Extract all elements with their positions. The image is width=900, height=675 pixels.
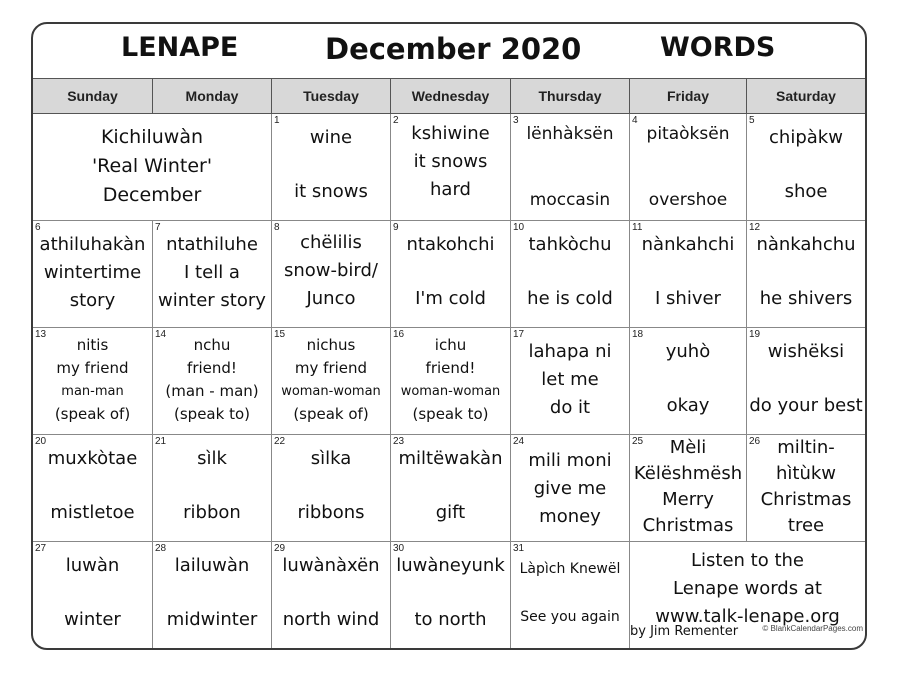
day-header-tuesday: Tuesday (272, 78, 391, 114)
day-number: 1 (274, 115, 280, 126)
lenape-word: ntathiluhe (166, 234, 258, 255)
english-meaning: do your best (749, 395, 863, 416)
day-cell (153, 435, 272, 542)
source-credit: © BlankCalendarPages.com (762, 624, 863, 633)
english-meaning: winter (64, 609, 121, 630)
day-cell (747, 221, 865, 328)
day-cell (747, 435, 865, 542)
lenape-word: luwàneyunk (396, 555, 505, 576)
day-cell (511, 221, 630, 328)
header-right-title: WORDS (660, 32, 776, 63)
english-meaning: money (539, 506, 601, 527)
english-meaning: mistletoe (50, 502, 135, 523)
calendar-grid (33, 78, 865, 648)
day-cell (630, 114, 747, 221)
day-number: 9 (393, 222, 399, 233)
english-meaning: my friend (56, 359, 129, 377)
english-meaning: to north (414, 609, 487, 630)
english-meaning: winter story (158, 290, 266, 311)
english-meaning: midwinter (166, 609, 258, 630)
header-left-title: LENAPE (121, 32, 239, 63)
day-number: 25 (632, 436, 644, 447)
usage-note: man-man (61, 384, 124, 399)
usage-note: woman-woman (281, 384, 381, 399)
day-cell (511, 542, 630, 648)
day-number: 26 (749, 436, 761, 447)
day-cell (391, 328, 511, 435)
day-number: 2 (393, 115, 399, 126)
day-cell (511, 114, 630, 221)
day-number: 16 (393, 329, 405, 340)
day-number: 31 (513, 543, 525, 554)
day-cell (511, 328, 630, 435)
lenape-word: sìlka (310, 448, 352, 469)
listen-line: Lenape words at (673, 578, 822, 599)
author-credit: by Jim Rementer (630, 624, 739, 639)
day-cell (272, 435, 391, 542)
lenape-word: hìtùkw (775, 463, 837, 484)
english-meaning: friend! (425, 359, 476, 377)
day-cell (391, 542, 511, 648)
lenape-word: chëlilis (300, 232, 362, 253)
lenape-word: nitis (76, 336, 109, 354)
day-cell (153, 542, 272, 648)
cell-text (391, 120, 510, 204)
day-number: 22 (274, 436, 286, 447)
english-meaning: my friend (294, 359, 368, 377)
english-meaning: let me (541, 369, 599, 390)
lenape-word: ichu (434, 336, 467, 354)
english-meaning: Junco (306, 288, 356, 309)
day-cell (747, 114, 865, 221)
lenape-word: ntakohchi (406, 234, 495, 255)
calendar-header (33, 24, 865, 78)
english-meaning: he is cold (527, 288, 613, 309)
day-number: 5 (749, 115, 755, 126)
lenape-word: yuhò (665, 341, 711, 362)
day-number: 7 (155, 222, 161, 233)
english-meaning: Christmas (760, 489, 852, 510)
day-number: 8 (274, 222, 280, 233)
day-number: 13 (35, 329, 47, 340)
website-link[interactable]: www.talk-lenape.org (655, 606, 840, 627)
intro-line: Kichiluwàn (100, 126, 204, 148)
day-number: 23 (393, 436, 405, 447)
day-header-wednesday: Wednesday (391, 78, 511, 114)
english-meaning: See you again (520, 609, 620, 625)
lenape-word: Këlëshmësh (633, 463, 743, 484)
usage-note: (speak to) (412, 405, 489, 423)
day-cell (272, 328, 391, 435)
english-meaning: north wind (282, 609, 380, 630)
day-cell (747, 328, 865, 435)
cell-text (747, 435, 865, 539)
day-cell (33, 221, 153, 328)
usage-note: woman-woman (400, 384, 501, 399)
day-number: 21 (155, 436, 167, 447)
usage-note: (speak of) (293, 405, 369, 423)
day-number: 30 (393, 543, 405, 554)
english-meaning: friend! (187, 359, 237, 377)
day-number: 4 (632, 115, 638, 126)
lenape-word: lahapa ni (528, 341, 612, 362)
day-number: 17 (513, 329, 525, 340)
english-meaning: do it (549, 397, 591, 418)
day-cell (272, 542, 391, 648)
english-meaning: Christmas (642, 515, 734, 536)
lenape-word: lailuwàn (174, 555, 250, 576)
lenape-word: nànkahchi (641, 234, 735, 255)
day-cell (33, 435, 153, 542)
lenape-word: chipàkw (769, 127, 843, 148)
listen-line: Listen to the (690, 550, 804, 571)
english-meaning: moccasin (529, 190, 611, 210)
english-meaning: I shiver (655, 288, 721, 309)
day-number: 20 (35, 436, 47, 447)
usage-note: (man - man) (165, 382, 259, 400)
english-meaning: it snows (413, 151, 488, 172)
english-meaning: it snows (294, 181, 368, 202)
english-meaning: snow-bird/ (283, 260, 379, 281)
day-header-thursday: Thursday (511, 78, 630, 114)
cell-text (153, 231, 271, 315)
lenape-word: miltëwakàn (398, 448, 503, 469)
cell-text (630, 435, 746, 539)
english-meaning: shoe (784, 181, 828, 202)
lenape-word: wishëksi (767, 341, 845, 362)
day-cell (33, 542, 153, 648)
cell-text (391, 334, 510, 426)
day-number: 12 (749, 222, 761, 233)
intro-line: 'Real Winter' (91, 155, 213, 177)
english-meaning: wintertime (43, 262, 142, 283)
day-cell (33, 328, 153, 435)
lenape-word: Làpìch Knewël (519, 561, 621, 577)
intro-line: December (102, 184, 202, 206)
english-meaning: okay (666, 395, 710, 416)
day-number: 3 (513, 115, 519, 126)
usage-note: (speak to) (174, 405, 250, 423)
day-cell (630, 435, 747, 542)
english-meaning: gift (435, 502, 466, 523)
usage-note: (speak of) (54, 405, 131, 423)
listen-note (630, 542, 865, 648)
day-number: 11 (632, 222, 643, 233)
day-cell (153, 328, 272, 435)
english-meaning: he shivers (759, 288, 853, 309)
day-cell (391, 221, 511, 328)
lenape-word: nichus (306, 336, 356, 354)
english-meaning: hard (430, 179, 471, 200)
lenape-word: sìlk (197, 448, 227, 469)
english-meaning: Merry (662, 489, 714, 510)
day-number: 27 (35, 543, 47, 554)
day-header-monday: Monday (153, 78, 272, 114)
day-number: 28 (155, 543, 167, 554)
day-cell (272, 221, 391, 328)
cell-text (511, 338, 629, 422)
header-month-title: December 2020 (325, 32, 582, 66)
english-meaning: I tell a (184, 262, 240, 283)
lenape-word: wine (309, 127, 353, 148)
english-meaning: give me (533, 478, 607, 499)
lenape-word: muxkòtae (47, 448, 138, 469)
cell-text (33, 231, 152, 315)
day-number: 18 (632, 329, 644, 340)
cell-text (272, 334, 390, 426)
day-header-friday: Friday (630, 78, 747, 114)
day-number: 19 (749, 329, 761, 340)
lenape-word: luwànàxën (282, 555, 380, 576)
day-number: 29 (274, 543, 286, 554)
lenape-word: nchu (193, 336, 231, 354)
lenape-word: mili moni (528, 450, 612, 471)
day-number: 14 (155, 329, 167, 340)
lenape-word: nànkahchu (756, 234, 856, 255)
day-number: 10 (513, 222, 525, 233)
day-cell (153, 221, 272, 328)
english-meaning: tree (787, 515, 825, 536)
day-header-sunday: Sunday (33, 78, 153, 114)
lenape-word: luwàn (65, 555, 120, 576)
lenape-word: Mèli (669, 437, 707, 458)
lenape-word: kshiwine (411, 123, 490, 144)
day-cell (630, 221, 747, 328)
english-meaning: ribbons (297, 502, 365, 523)
cell-text (272, 229, 390, 313)
lenape-word: athiluhakàn (39, 234, 146, 255)
cell-text (153, 334, 271, 426)
lenape-word: miltin- (777, 437, 835, 458)
english-meaning: I'm cold (415, 288, 486, 309)
day-cell (391, 435, 511, 542)
lenape-word: pitaòksën (646, 124, 730, 144)
calendar-frame (31, 22, 867, 650)
day-cell (630, 328, 747, 435)
day-number: 24 (513, 436, 525, 447)
cell-text (33, 334, 152, 426)
day-number: 6 (35, 222, 41, 233)
day-cell (511, 435, 630, 542)
lenape-word: lënhàksën (526, 124, 614, 144)
month-intro (33, 114, 272, 221)
english-meaning: overshoe (648, 190, 728, 210)
lenape-word: tahkòchu (528, 234, 612, 255)
day-number: 15 (274, 329, 286, 340)
day-header-saturday: Saturday (747, 78, 865, 114)
day-cell (391, 114, 511, 221)
day-cell (272, 114, 391, 221)
cell-text (511, 447, 629, 531)
english-meaning: ribbon (183, 502, 241, 523)
english-meaning: story (69, 290, 116, 311)
